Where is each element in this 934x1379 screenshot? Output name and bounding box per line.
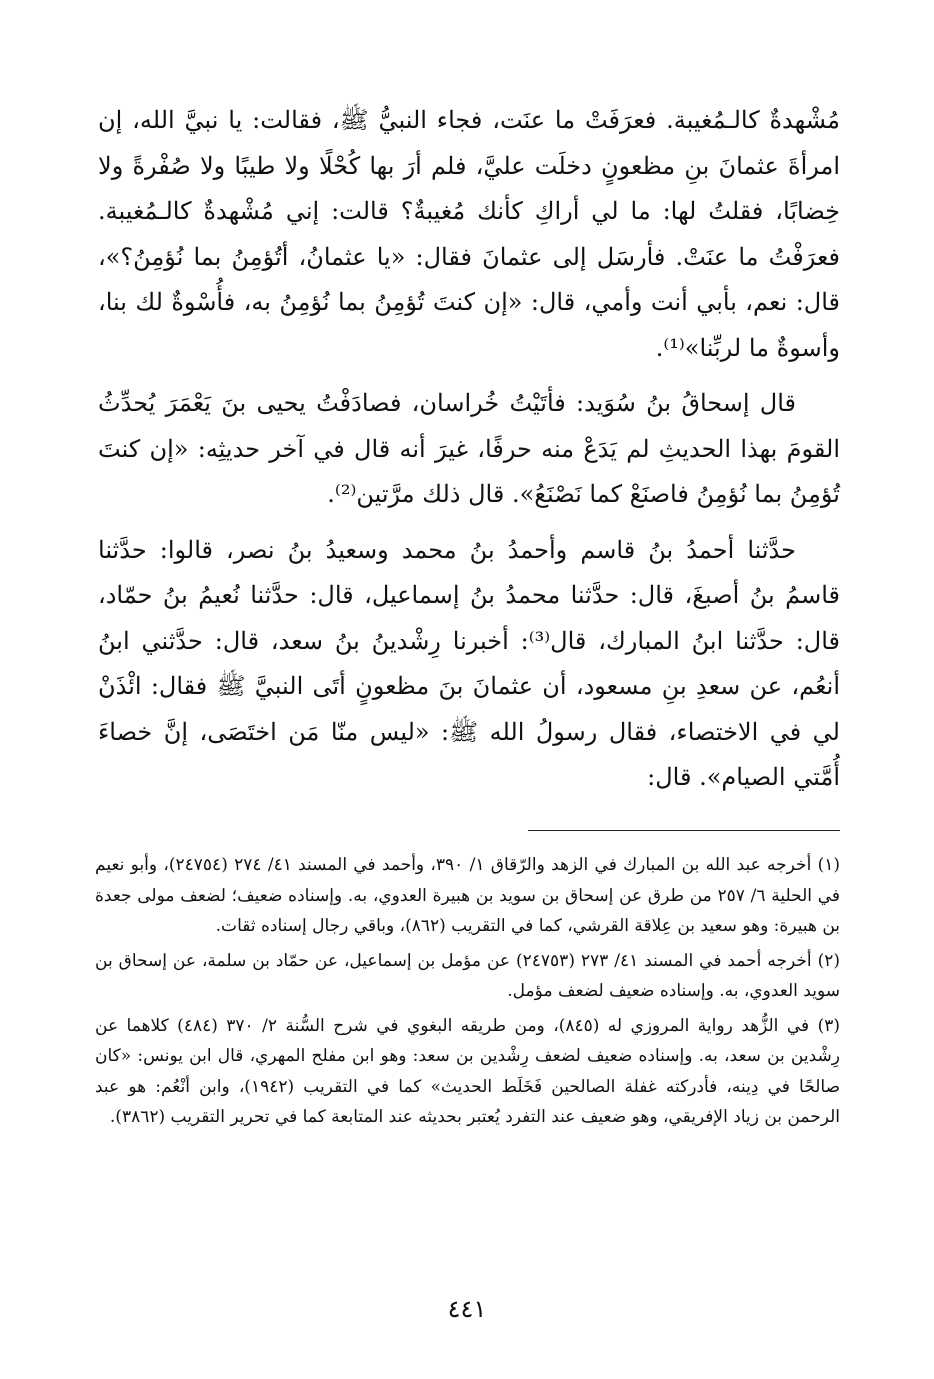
footnote-text: أخرجه عبد الله بن المبارك في الزهد والرّقاق ١/ ٣٩٠، وأحمد في المسند ٤١/ ٢٧٤ (٢٤٧٥٤)، وأبو نعيم في الحلية ٦/ ٢٥٧ من طرق عن إسحاق بن سويد بن هبيرة العدوي، به. وإسناده ضعيف؛ لضعف مولى جعدة بن هبيرة: وهو سعيد بن عِلاقة القرشي، كما في التقريب (٨٦٢)، وباقي رجال إسناده ثقات. [95,855,840,936]
footnote-3 [95,1011,840,1133]
footnote-1 [95,850,840,942]
footnotes-section [95,850,840,1137]
paragraph-2: قال إسحاقُ بنُ سُوَيد: فأتَيْتُ خُراسان، فصادَفْتُ يحيى بنَ يَعْمَرَ يُحدِّثُ القومَ بهذا الحديثِ لم يَدَعْ منه حرفًا، غيرَ أنه قال في آخر حديثِه: «إن كنتَ تُؤمِنُ بما نُؤمِنُ فاصنَعْ كما نَصْنَعُ». قال ذلك مرَّتين⁽²⁾. [98,389,840,508]
footnote-number: (٢) [817,950,840,971]
footnote-separator [528,830,840,831]
footnote-number: (١) [817,855,841,875]
footnote-text: في الزُّهد رواية المروزي له (٨٤٥)، ومن طريقه البغوي في شرح السُّنة ٢/ ٣٧٠ (٤٨٤) كلاهما عن رِشْدين بن سعد، به. وإسناده ضعيف لضعف رِشْدين بن سعد: وهو ابن مفلح المهري، قال ابن يونس: «كان صالحًا في دِينه، فأدركته غفلة الصالحين فَخَلَط الحديث» كما في التقريب (١٩٤٢)، وابن أنْعُم: هو عبد الرحمن بن زياد الإفريقي، وهو ضعيف عند التفرد يُعتبر بحديثه عند المتابعة كما في تحرير التقريب (٣٨٦٢). [95,1015,840,1127]
main-text-body [98,98,840,811]
footnote-2 [95,946,840,1007]
paragraph-1: مُشْهدةٌ كالـمُغيبة. فعرَفَتْ ما عنَت، فجاء النبيُّ ﷺ، فقالت: يا نبيَّ الله، إن امرأةَ عثمانَ بنِ مظعونٍ دخلَت عليَّ، فلم أرَ بها كُحْلًا ولا طيبًا ولا صُفْرةً ولا خِضابًا، فقلتُ لها: ما لي أراكِ كأنك مُغيبةٌ؟ قالت: إني مُشْهدةٌ كالـمُغيبة. فعرَفْتُ ما عنَتْ. فأرسَل إلى عثمانَ فقال: «يا عثمانُ، أتُؤمِنُ بما نُؤمِنُ؟»، قال: نعم، بأبي أنت وأمي، قال: «إن كنتَ تُؤمِنُ بما نُؤمِنُ به، فأُسْوةٌ لك بنا، وأسوةٌ ما لربِّنا»⁽¹⁾. [98,106,841,362]
page-number: ٤٤١ [447,1295,487,1323]
paragraph-3: حدَّثنا أحمدُ بنُ قاسم وأحمدُ بنُ محمد وسعيدُ بنُ نصر، قالوا: حدَّثنا قاسمُ بنُ أصبغَ، قال: حدَّثنا محمدُ بنُ إسماعيل، قال: حدَّثنا نُعيمُ بنُ حمّاد، قال: حدَّثنا ابنُ المبارك، قال⁽³⁾: أخبرنا رِشْدينُ بنُ سعد، قال: حدَّثني ابنُ أنعُم، عن سعدِ بنِ مسعود، أن عثمانَ بنَ مظعونٍ أتَى النبيَّ ﷺ فقال: ائْذَنْ لي في الاختصاء، فقال رسولُ الله ﷺ: «ليس منّا مَن اختَصَى، إنَّ خصاءَ أُمَّتي الصيام». قال: [98,535,840,791]
footnote-number: (٣) [817,1015,840,1036]
footnote-text: أخرجه أحمد في المسند ٤١/ ٢٧٣ (٢٤٧٥٣) عن مؤمل بن إسماعيل، عن حمّاد بن سلمة، عن إسحاق بن سويد العدوي، به. وإسناده ضعيف لضعف مؤمل. [95,950,840,1001]
